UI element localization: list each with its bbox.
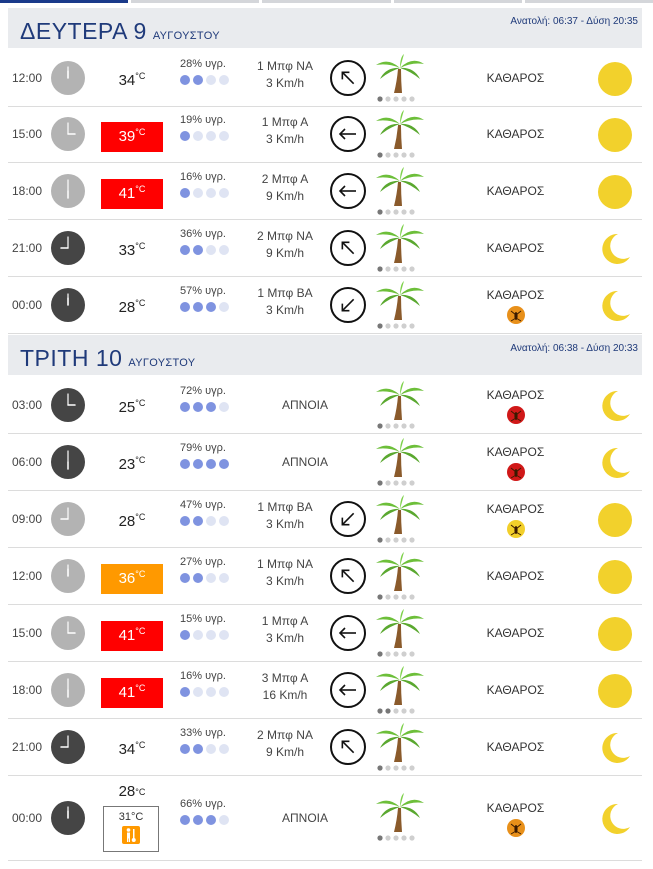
row-time: 00:00 [12, 298, 43, 312]
forecast-row [8, 277, 642, 334]
humidity-dot [206, 687, 216, 697]
humidity-dot [180, 131, 190, 141]
forecast-row [8, 106, 642, 163]
forecast-row [8, 434, 642, 491]
humidity-level [180, 459, 240, 469]
clock-icon [51, 730, 85, 764]
temperature-value: 28 [118, 299, 136, 316]
beach-palm-icon [374, 722, 426, 772]
wind-calm: ΑΠΝΟΙΑ [281, 398, 328, 412]
beach-palm-icon [374, 223, 426, 273]
sky-text: ΚΑΘΑΡΟΣ [486, 445, 545, 459]
sun-icon [596, 173, 634, 211]
clock-icon [51, 61, 85, 95]
sky-text: ΚΑΘΑΡΟΣ [486, 740, 545, 754]
day-header [8, 8, 642, 48]
arrow-up-left-icon [330, 60, 366, 96]
humidity-dot [193, 687, 203, 697]
row-time: 03:00 [12, 398, 43, 412]
humidity-level [180, 744, 240, 754]
humidity [180, 499, 240, 526]
humidity [180, 442, 240, 469]
humidity-dot [206, 75, 216, 85]
wind-force: 2 Μπφ ΝΑ [257, 229, 313, 243]
humidity-dot [193, 188, 203, 198]
sky-condition [468, 719, 563, 775]
humidity-level [180, 302, 240, 312]
temperature-unit: °C [135, 184, 146, 194]
forecast-row [8, 163, 642, 220]
humidity-dot [193, 302, 203, 312]
wind-speed: 9 Km/h [265, 745, 304, 759]
humidity-dot [219, 402, 229, 412]
beach-palm-icon [374, 665, 426, 715]
wind-speed: 16 Km/h [262, 688, 308, 702]
sky-text: ΚΑΘΑΡΟΣ [486, 626, 545, 640]
temperature [101, 393, 163, 423]
clock-icon [51, 388, 85, 422]
clock-icon [51, 174, 85, 208]
humidity-dot [206, 302, 216, 312]
humidity-dot [180, 630, 190, 640]
temperature [101, 507, 163, 537]
wind-force: 1 Μπφ ΝΑ [257, 59, 313, 73]
sky-condition [468, 388, 563, 424]
beach-palm-icon [374, 494, 426, 544]
temperature [101, 564, 163, 594]
temperature-unit: °C [135, 398, 146, 408]
wind-calm: ΑΠΝΟΙΑ [281, 455, 328, 469]
humidity-dot [206, 459, 216, 469]
arrow-down-left-icon [330, 287, 366, 323]
row-time: 09:00 [12, 512, 43, 526]
temperature-unit: °C [135, 787, 146, 797]
humidity-dot [180, 302, 190, 312]
temperature-value: 25 [118, 399, 136, 416]
sky-condition [468, 106, 563, 162]
temperature-value: 36 [118, 570, 136, 587]
beach-palm-icon [374, 280, 426, 330]
wind-speed: 3 Km/h [265, 631, 304, 645]
mosquito-icon [507, 406, 525, 424]
row-time: 21:00 [12, 740, 43, 754]
humidity-text: 36% υγρ. [180, 228, 226, 240]
temperature-unit: °C [135, 569, 146, 579]
beach-palm-icon [374, 551, 426, 601]
temperature-unit: °C [135, 512, 146, 522]
temperature [101, 66, 163, 96]
mosquito-icon [507, 306, 525, 324]
humidity-dot [193, 744, 203, 754]
humidity-dot [206, 188, 216, 198]
day-title [20, 18, 220, 45]
day-header [8, 335, 642, 375]
sky-text: ΚΑΘΑΡΟΣ [486, 569, 545, 583]
wind-info [240, 556, 330, 590]
temperature-unit: °C [135, 241, 146, 251]
forecast-row [8, 548, 642, 605]
day-title [20, 345, 195, 372]
wind-force: 1 Μπφ Α [261, 115, 309, 129]
humidity-dot [206, 815, 216, 825]
temperature-value: 28 [118, 513, 136, 530]
humidity [180, 285, 240, 312]
humidity-text: 72% υγρ. [180, 385, 226, 397]
wind-speed: 9 Km/h [265, 246, 304, 260]
humidity-text: 79% υγρ. [180, 442, 226, 454]
beach-palm-icon [374, 109, 426, 159]
humidity-dot [193, 459, 203, 469]
mosquito-icon [507, 520, 525, 538]
humidity [180, 228, 240, 255]
row-time: 21:00 [12, 241, 43, 255]
day-month: ΑΥΓΟΥΣΤΟΥ [128, 357, 196, 369]
humidity-dot [180, 245, 190, 255]
temperature-value: 33 [118, 242, 136, 259]
humidity-level [180, 402, 240, 412]
day-month: ΑΥΓΟΥΣΤΟΥ [152, 30, 220, 42]
humidity-level [180, 516, 240, 526]
humidity-level [180, 630, 240, 640]
sky-condition [468, 220, 563, 276]
humidity-dot [180, 687, 190, 697]
humidity-dot [206, 516, 216, 526]
humidity [180, 727, 240, 754]
day-name: ΤΡΙΤΗ 10 [20, 345, 123, 371]
humidity-dot [206, 744, 216, 754]
sky-condition [468, 605, 563, 661]
humidity-dot [180, 815, 190, 825]
sun-icon [596, 60, 634, 98]
humidity-dot [206, 245, 216, 255]
feels-like-box [103, 806, 159, 852]
wind-speed: 3 Km/h [265, 132, 304, 146]
humidity-text: 28% υγρ. [180, 58, 226, 70]
temperature [101, 122, 163, 152]
clock-icon [51, 801, 85, 835]
wind-info [240, 499, 330, 533]
clock-icon [51, 445, 85, 479]
humidity-text: 57% υγρ. [180, 285, 226, 297]
sky-condition [468, 662, 563, 718]
humidity-text: 66% υγρ. [180, 798, 226, 810]
beach-palm-icon [374, 437, 426, 487]
forecast-row [8, 377, 642, 434]
moon-icon [596, 444, 634, 482]
wind-speed: 3 Km/h [265, 76, 304, 90]
wind-force: 2 Μπφ ΝΑ [257, 728, 313, 742]
wind-force: 2 Μπφ Α [261, 172, 309, 186]
humidity-dot [193, 75, 203, 85]
sky-text: ΚΑΘΑΡΟΣ [486, 127, 545, 141]
sunrise-sunset: Ανατολή: 06:38 - Δύση 20:33 [510, 343, 638, 354]
humidity-text: 16% υγρ. [180, 670, 226, 682]
temperature-value: 41 [118, 185, 136, 202]
temperature [101, 678, 163, 708]
humidity-level [180, 188, 240, 198]
arrow-up-left-icon [330, 230, 366, 266]
humidity [180, 58, 240, 85]
humidity [180, 171, 240, 198]
sky-text: ΚΑΘΑΡΟΣ [486, 388, 545, 402]
day-tabs [0, 0, 653, 5]
forecast-row [8, 719, 642, 776]
temperature [101, 293, 163, 323]
temperature-value: 34 [118, 741, 136, 758]
humidity [180, 613, 240, 640]
clock-icon [51, 231, 85, 265]
humidity [180, 385, 240, 412]
humidity-dot [193, 573, 203, 583]
row-time: 18:00 [12, 683, 43, 697]
row-time: 06:00 [12, 455, 43, 469]
row-time: 15:00 [12, 626, 43, 640]
wind-force: 1 Μπφ Α [261, 614, 309, 628]
humidity-dot [206, 630, 216, 640]
humidity-dot [193, 815, 203, 825]
humidity-dot [219, 687, 229, 697]
humidity-dot [180, 516, 190, 526]
wind-force: 1 Μπφ ΝΑ [257, 557, 313, 571]
humidity-dot [193, 630, 203, 640]
sun-icon [596, 501, 634, 539]
temperature-unit: °C [135, 455, 146, 465]
sun-icon [596, 615, 634, 653]
sun-icon [596, 672, 634, 710]
feels-like-value: 31°C [118, 811, 144, 823]
temperature-value: 28 [118, 783, 136, 800]
day-tab[interactable] [525, 0, 653, 3]
forecast-row [8, 605, 642, 662]
arrow-left-icon [330, 615, 366, 651]
humidity-dot [219, 131, 229, 141]
temperature [101, 782, 163, 802]
arrow-left-icon [330, 116, 366, 152]
humidity-dot [180, 402, 190, 412]
temperature-unit: °C [135, 740, 146, 750]
wind-speed: 3 Km/h [265, 517, 304, 531]
wind-info [240, 727, 330, 761]
sky-condition [468, 288, 563, 324]
temperature-value: 34 [118, 72, 136, 89]
sky-condition [468, 801, 563, 837]
clock-icon [51, 673, 85, 707]
sunrise-sunset: Ανατολή: 06:37 - Δύση 20:35 [510, 16, 638, 27]
temperature [101, 621, 163, 651]
humidity-dot [180, 459, 190, 469]
humidity-dot [193, 402, 203, 412]
day-tab[interactable] [394, 0, 522, 3]
arrow-up-left-icon [330, 729, 366, 765]
row-time: 00:00 [12, 811, 43, 825]
sun-icon [596, 558, 634, 596]
sky-condition [468, 445, 563, 481]
sky-text: ΚΑΘΑΡΟΣ [486, 288, 545, 302]
clock-icon [51, 288, 85, 322]
temperature-value: 41 [118, 627, 136, 644]
temperature-value: 41 [118, 684, 136, 701]
clock-icon [51, 559, 85, 593]
day-name: ΔΕΥΤΕΡΑ 9 [20, 18, 147, 44]
wind-info [240, 228, 330, 262]
sky-condition [468, 502, 563, 538]
wind-force: 1 Μπφ ΒΑ [257, 286, 313, 300]
wind-speed: 3 Km/h [265, 303, 304, 317]
temperature [101, 450, 163, 480]
sky-text: ΚΑΘΑΡΟΣ [486, 502, 545, 516]
moon-icon [596, 287, 634, 325]
day-tab[interactable] [131, 0, 259, 3]
day-tab[interactable] [0, 0, 128, 3]
temperature-unit: °C [135, 127, 146, 137]
sun-icon [596, 116, 634, 154]
humidity-dot [219, 75, 229, 85]
humidity [180, 556, 240, 583]
humidity-dot [219, 630, 229, 640]
temperature-unit: °C [135, 71, 146, 81]
mosquito-icon [507, 463, 525, 481]
humidity-text: 15% υγρ. [180, 613, 226, 625]
humidity-level [180, 75, 240, 85]
humidity-dot [193, 245, 203, 255]
temperature-unit: °C [135, 626, 146, 636]
wind-info [240, 58, 330, 92]
forecast-row [8, 662, 642, 719]
humidity-dot [219, 188, 229, 198]
humidity-dot [180, 744, 190, 754]
moon-icon [596, 387, 634, 425]
humidity-dot [180, 573, 190, 583]
humidity-text: 19% υγρ. [180, 114, 226, 126]
wind-speed: 9 Km/h [265, 189, 304, 203]
humidity-dot [219, 516, 229, 526]
humidity [180, 798, 240, 825]
clock-icon [51, 616, 85, 650]
beach-palm-icon [374, 166, 426, 216]
row-time: 15:00 [12, 127, 43, 141]
temperature-value: 39 [118, 128, 136, 145]
forecast-row [8, 776, 642, 861]
forecast-row [8, 50, 642, 107]
humidity-dot [219, 573, 229, 583]
humidity-dot [206, 573, 216, 583]
forecast-row [8, 220, 642, 277]
beach-palm-icon [374, 380, 426, 430]
wind-force: 3 Μπφ Α [261, 671, 309, 685]
beach-palm-icon [374, 608, 426, 658]
moon-icon [596, 230, 634, 268]
beach-palm-icon [374, 792, 426, 842]
row-time: 12:00 [12, 71, 43, 85]
humidity-level [180, 245, 240, 255]
arrow-left-icon [330, 672, 366, 708]
wind-info [240, 171, 330, 205]
clock-icon [51, 502, 85, 536]
humidity-dot [219, 815, 229, 825]
wind-speed: 3 Km/h [265, 574, 304, 588]
humidity-dot [193, 131, 203, 141]
humidity-level [180, 687, 240, 697]
temperature [101, 179, 163, 209]
arrow-up-left-icon [330, 558, 366, 594]
moon-icon [596, 729, 634, 767]
humidity-dot [219, 744, 229, 754]
humidity-dot [180, 75, 190, 85]
forecast-row [8, 491, 642, 548]
row-time: 12:00 [12, 569, 43, 583]
temperature-unit: °C [135, 683, 146, 693]
day-tab[interactable] [262, 0, 390, 3]
sky-text: ΚΑΘΑΡΟΣ [486, 801, 545, 815]
sky-condition [468, 548, 563, 604]
humidity-level [180, 815, 240, 825]
temperature [101, 735, 163, 765]
temperature-value: 23 [118, 456, 136, 473]
sky-text: ΚΑΘΑΡΟΣ [486, 71, 545, 85]
mosquito-icon [507, 819, 525, 837]
humidity-text: 16% υγρ. [180, 171, 226, 183]
wind-info [240, 613, 330, 647]
sky-text: ΚΑΘΑΡΟΣ [486, 683, 545, 697]
moon-icon [596, 800, 634, 838]
sky-text: ΚΑΘΑΡΟΣ [486, 184, 545, 198]
humidity-text: 33% υγρ. [180, 727, 226, 739]
humidity-text: 27% υγρ. [180, 556, 226, 568]
wind-info [240, 670, 330, 704]
humidity-dot [219, 459, 229, 469]
wind-force: 1 Μπφ ΒΑ [257, 500, 313, 514]
humidity-level [180, 131, 240, 141]
beach-palm-icon [374, 53, 426, 103]
arrow-down-left-icon [330, 501, 366, 537]
sky-condition [468, 50, 563, 106]
sky-condition [468, 163, 563, 219]
humidity-level [180, 573, 240, 583]
clock-icon [51, 117, 85, 151]
arrow-left-icon [330, 173, 366, 209]
humidity-text: 47% υγρ. [180, 499, 226, 511]
temperature-unit: °C [135, 298, 146, 308]
heat-person-icon [122, 826, 140, 844]
wind-info [240, 285, 330, 319]
temperature [101, 236, 163, 266]
humidity-dot [206, 131, 216, 141]
humidity-dot [219, 245, 229, 255]
humidity-dot [219, 302, 229, 312]
sky-text: ΚΑΘΑΡΟΣ [486, 241, 545, 255]
humidity [180, 114, 240, 141]
humidity [180, 670, 240, 697]
wind-info [240, 114, 330, 148]
row-time: 18:00 [12, 184, 43, 198]
humidity-dot [193, 516, 203, 526]
humidity-dot [180, 188, 190, 198]
humidity-dot [206, 402, 216, 412]
wind-calm: ΑΠΝΟΙΑ [281, 811, 328, 825]
